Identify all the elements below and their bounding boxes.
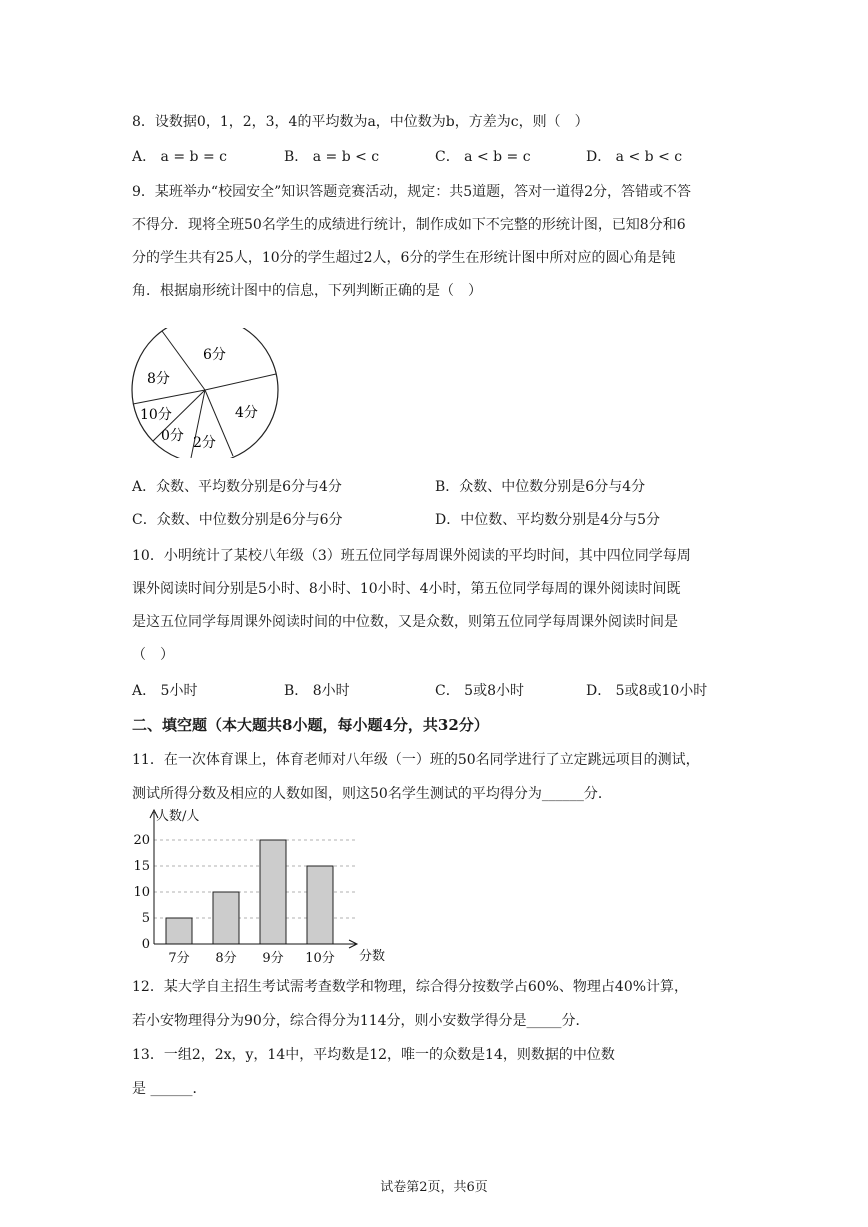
bar	[307, 866, 333, 944]
q9-line-2: 不得分．现将全班50名学生的成绩进行统计，制作成如下不完整的形统计图，已知8分和6	[132, 217, 686, 233]
pie-label-6: 6分	[203, 347, 226, 363]
bar	[213, 892, 239, 944]
x-axis-label: 分数	[359, 949, 386, 964]
q13-line-1: 13．一组2，2x，y，14中，平均数是12，唯一的众数是14，则数据的中位数	[132, 1047, 615, 1063]
bar	[260, 840, 286, 944]
y-tick-label: 15	[133, 859, 150, 874]
page-footer: 试卷第2页，共6页	[380, 1180, 488, 1195]
q8-option-a: A． a = b = c	[132, 149, 227, 165]
x-tick-label: 7分	[168, 951, 190, 966]
q9-option-b: B．众数、中位数分别是6分与4分	[435, 479, 646, 495]
x-tick-label: 8分	[215, 951, 237, 966]
q10-option-d: D． 5或8或10小时	[586, 683, 708, 699]
pie-divider-6-4	[205, 374, 276, 390]
q12-line-2: 若小安物理得分为90分，综合得分为114分，则小安数学得分是_____分．	[132, 1013, 590, 1029]
q11-line-1: 11．在一次体育课上，体育老师对八年级（一）班的50名同学进行了立定跳远项目的测试，	[132, 752, 700, 768]
q10-option-a: A． 5小时	[132, 683, 198, 699]
y-tick-label: 5	[141, 911, 150, 926]
y-axis-label: 人数/人	[156, 809, 200, 824]
q8-option-d: D． a < b < c	[586, 149, 683, 165]
y-tick-label: 10	[133, 885, 150, 900]
q12-line-1: 12．某大学自主招生考试需考查数学和物理，综合得分按数学占60%、物理占40%计算，	[132, 979, 689, 995]
q10-line-3: 是这五位同学每周课外阅读时间的中位数，又是众数，则第五位同学每周课外阅读时间是	[132, 614, 678, 630]
pie-label-10: 10分	[140, 407, 172, 423]
q10-line-1: 10．小明统计了某校八年级（3）班五位同学每周课外阅读的平均时间，其中四位同学每周	[132, 548, 691, 564]
q13-line-2: 是 ______．	[132, 1081, 207, 1097]
q11-bar-chart	[120, 806, 390, 968]
q11-line-2: 测试所得分数及相应的人数如图，则这50名学生测试的平均得分为______分．	[132, 786, 612, 802]
pie-label-4: 4分	[235, 405, 258, 421]
q9-line-1: 9．某班举办“校园安全”知识答题竞赛活动，规定：共5道题，答对一道得2分，答错或不答	[132, 184, 692, 200]
pie-divider-10-8	[133, 390, 205, 404]
q8-stem: 8．设数据0，1，2，3，4的平均数为a，中位数为b，方差为c，则（ ）	[132, 114, 589, 130]
q10-option-b: B． 8小时	[284, 683, 350, 699]
y-tick-label: 20	[133, 833, 150, 848]
pie-label-8: 8分	[147, 371, 170, 387]
q9-option-d: D．中位数、平均数分别是4分与5分	[435, 512, 661, 528]
bar	[166, 918, 192, 944]
q9-line-3: 分的学生共有25人，10分的学生超过2人，6分的学生在形统计图中所对应的圆心角是钝	[132, 250, 676, 266]
q10-option-c: C． 5或8小时	[435, 683, 524, 699]
q8-option-c: C． a < b = c	[435, 149, 531, 165]
q9-pie-chart	[125, 328, 285, 458]
x-tick-label: 9分	[262, 951, 284, 966]
x-tick-label: 10分	[305, 951, 335, 966]
q10-line-4: （ ）	[132, 647, 174, 663]
q10-line-2: 课外阅读时间分别是5小时、8小时、10小时、4小时，第五位同学每周的课外阅读时间既	[132, 581, 681, 597]
q8-option-b: B． a = b < c	[284, 149, 380, 165]
q9-option-c: C．众数、中位数分别是6分与6分	[132, 512, 343, 528]
pie-label-2: 2分	[193, 435, 216, 451]
section-2-heading: 二、填空题（本大题共8小题，每小题4分，共32分）	[132, 716, 489, 734]
q9-option-a: A．众数、平均数分别是6分与4分	[132, 479, 342, 495]
pie-label-0: 0分	[161, 428, 184, 444]
y-tick-label: 0	[141, 937, 150, 952]
q9-line-4: 角．根据扇形统计图中的信息，下列判断正确的是（ ）	[132, 283, 482, 299]
